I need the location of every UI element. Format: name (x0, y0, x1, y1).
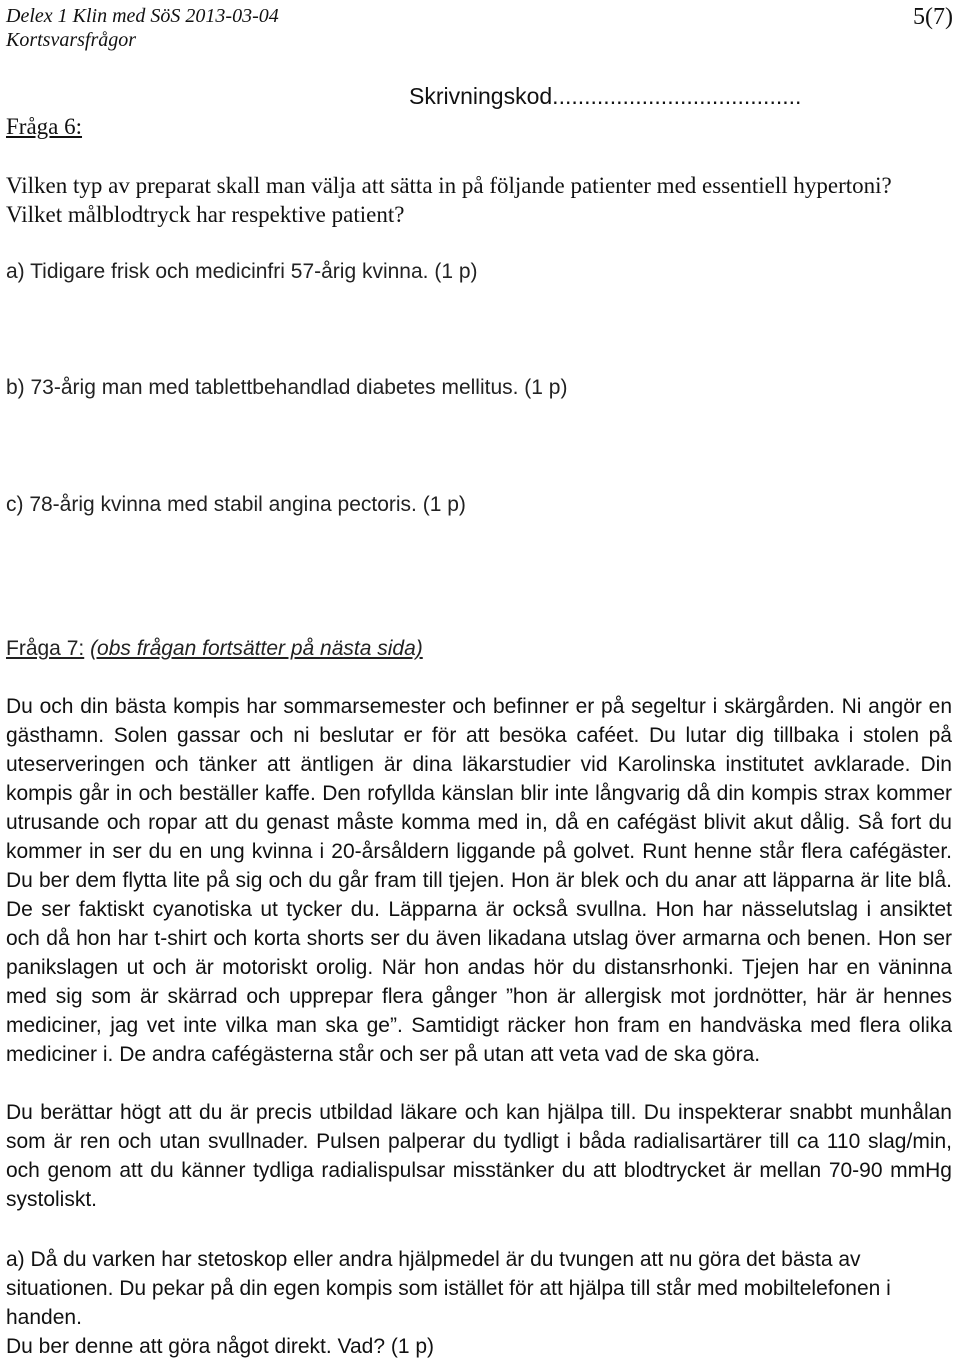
page-number: 5(7) (913, 4, 953, 30)
page-header-left (6, 4, 279, 52)
question-7-heading (6, 634, 952, 663)
question-7-label: Fråga 7: (6, 637, 85, 660)
exam-code-field: Skrivningskod....................................... (409, 83, 802, 109)
question-7-part-a-continued: Du ber denne att göra något direkt. Vad? (1 p) (6, 1335, 435, 1358)
question-6-part-c: c) 78-årig kvinna med stabil angina pectoris. (1 p) (6, 493, 466, 516)
question-7-part-a: a) Då du varken har stetoskop eller andra hjälpmedel är du tvungen att nu göra det bästa av situationen. Du pekar på din egen kompis som istället för att hjälpa till står med mobiltelefonen i handen. (6, 1248, 891, 1329)
question-7-note: (obs frågan fortsätter på nästa sida) (90, 637, 423, 660)
question-6-part-b: b) 73-årig man med tablettbehandlad diabetes mellitus. (1 p) (6, 376, 568, 399)
question-6-text: Vilken typ av preparat skall man välja att sätta in på följande patienter med essentiell hypertoni? Vilket målblodtryck har respektive patient? (6, 173, 892, 227)
question-7-case-findings: Du berättar högt att du är precis utbildad läkare och kan hjälpa till. Du inspekterar snabbt munhålan som är ren och utan svullnader. Pulsen palperar du tydligt i båda radialisartärer till ca 110 slag/min, och genom att du känner tydliga radialispulsar misstänker du att blodtrycket är mellan 70-90 mmHg systoliskt. (6, 1101, 952, 1211)
section-title: Kortsvarsfrågor (6, 29, 137, 51)
course-title: Delex 1 Klin med SöS 2013-03-04 (6, 5, 279, 27)
question-6-label: Fråga 6: (6, 114, 83, 139)
question-6-part-a: a) Tidigare frisk och medicinfri 57-årig kvinna. (1 p) (6, 260, 478, 283)
question-7-case-text: Du och din bästa kompis har sommarsemester och befinner er på segeltur i skärgården. Ni angör en gästhamn. Solen gassar och ni beslutar er för att besöka caféet. Du lutar dig tillbaka i stolen på uteserveringen och tänker att äntligen är dina läkarstudier vid Karolinska institutet avklarade. Din kompis går in och beställer kaffe. Den rofyllda känslan blir inte långvarig då din kompis strax kommer utrusande och ropar att du genast måste komma med in, då en cafégäst blivit akut dålig. Så fort du kommer in ser du en ung kvinna i 20-årsåldern liggande på golvet. Runt henne står flera cafégäster. Du ber dem flytta lite på sig och du går fram till tjejen. Hon är blek och du anar att läpparna är lite blå. De ser faktiskt cyanotiska ut tycker du. Läpparna är också svullna. Hon har nässelutslag i ansiktet och då hon har t-shirt och korta shorts ser du även likadana utslag över armarna och benen. Hon ser panikslagen ut och är motoriskt orolig. När hon andas hör du distansrhonki. Tjejen har en väninna med sig som är skärrad och upprepar flera gånger ”hon är allergisk mot jordnötter, här är hennes mediciner, jag vet inte vilka man ska ge”. Samtidigt räcker hon fram en handväska med flera olika mediciner i. De andra cafégästerna står och ser på utan att veta vad de ska göra. (6, 695, 952, 1066)
